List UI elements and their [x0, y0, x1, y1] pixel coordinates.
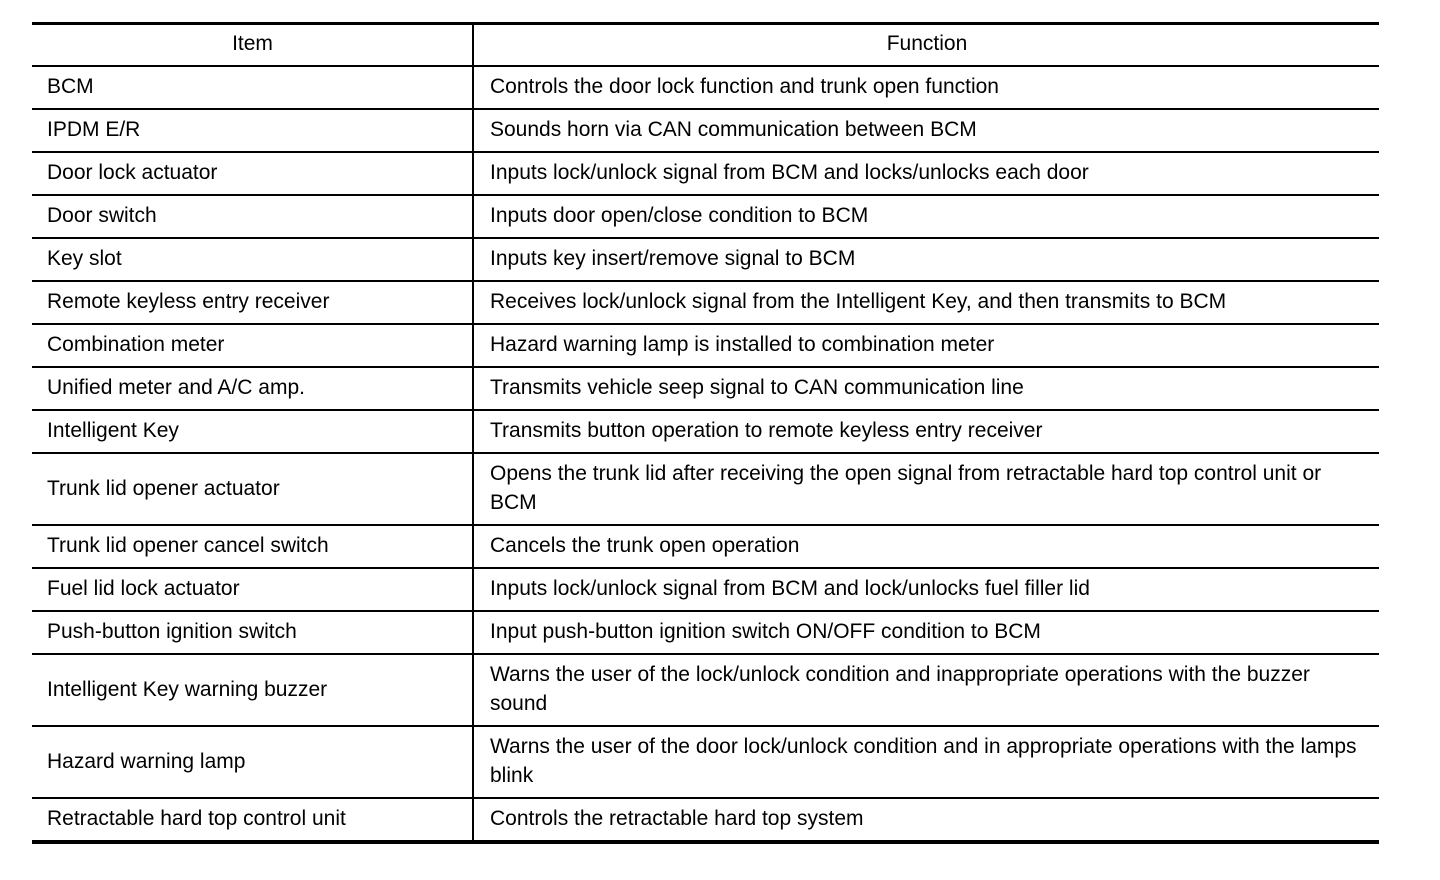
function-cell: Warns the user of the lock/unlock condition and inappropriate operations with the buzzer sound [473, 654, 1379, 726]
item-cell: Intelligent Key [32, 410, 473, 453]
table-row [32, 195, 1379, 238]
function-cell: Transmits vehicle seep signal to CAN communication line [473, 367, 1379, 410]
function-cell: Input push-button ignition switch ON/OFF condition to BCM [473, 611, 1379, 654]
table-row [32, 568, 1379, 611]
item-cell: Trunk lid opener actuator [32, 453, 473, 525]
item-cell: BCM [32, 66, 473, 109]
function-cell: Warns the user of the door lock/unlock condition and in appropriate operations with the lamps blink [473, 726, 1379, 798]
item-cell: Push-button ignition switch [32, 611, 473, 654]
table-row [32, 798, 1379, 842]
function-cell: Controls the retractable hard top system [473, 798, 1379, 842]
function-cell: Hazard warning lamp is installed to combination meter [473, 324, 1379, 367]
item-cell: Intelligent Key warning buzzer [32, 654, 473, 726]
item-cell: Fuel lid lock actuator [32, 568, 473, 611]
item-cell: Door switch [32, 195, 473, 238]
function-cell: Opens the trunk lid after receiving the open signal from retractable hard top control unit or BCM [473, 453, 1379, 525]
function-cell: Controls the door lock function and trunk open function [473, 66, 1379, 109]
table-row [32, 611, 1379, 654]
table-row [32, 726, 1379, 798]
item-cell: Remote keyless entry receiver [32, 281, 473, 324]
function-cell: Inputs key insert/remove signal to BCM [473, 238, 1379, 281]
table-row [32, 152, 1379, 195]
component-function-table [32, 22, 1379, 844]
item-cell: IPDM E/R [32, 109, 473, 152]
item-cell: Door lock actuator [32, 152, 473, 195]
function-cell: Sounds horn via CAN communication between BCM [473, 109, 1379, 152]
function-cell: Transmits button operation to remote keyless entry receiver [473, 410, 1379, 453]
function-cell: Receives lock/unlock signal from the Intelligent Key, and then transmits to BCM [473, 281, 1379, 324]
table-row [32, 453, 1379, 525]
table-row [32, 109, 1379, 152]
table-row [32, 525, 1379, 568]
table-row [32, 367, 1379, 410]
item-cell: Hazard warning lamp [32, 726, 473, 798]
table-header-row [32, 24, 1379, 67]
item-cell: Retractable hard top control unit [32, 798, 473, 842]
table-row [32, 654, 1379, 726]
item-column-header: Item [32, 24, 473, 67]
table-body [32, 66, 1379, 842]
item-cell: Key slot [32, 238, 473, 281]
table-row [32, 238, 1379, 281]
item-cell: Trunk lid opener cancel switch [32, 525, 473, 568]
item-cell: Combination meter [32, 324, 473, 367]
table-row [32, 324, 1379, 367]
item-cell: Unified meter and A/C amp. [32, 367, 473, 410]
table-row [32, 281, 1379, 324]
function-cell: Inputs door open/close condition to BCM [473, 195, 1379, 238]
function-cell: Inputs lock/unlock signal from BCM and locks/unlocks each door [473, 152, 1379, 195]
table-row [32, 66, 1379, 109]
table-row [32, 410, 1379, 453]
function-cell: Inputs lock/unlock signal from BCM and lock/unlocks fuel filler lid [473, 568, 1379, 611]
function-column-header: Function [473, 24, 1379, 67]
function-cell: Cancels the trunk open operation [473, 525, 1379, 568]
